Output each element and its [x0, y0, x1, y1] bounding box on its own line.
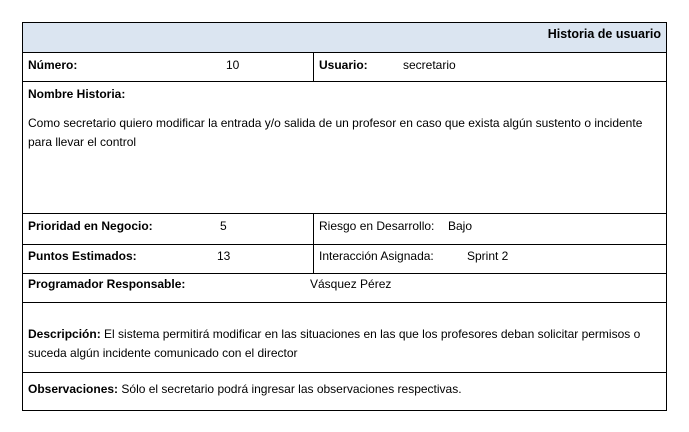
- descripcion-block: [28, 325, 664, 363]
- prioridad-riesgo-row: [23, 214, 666, 245]
- riesgo-value: Bajo: [448, 219, 473, 233]
- numero-usuario-row: [23, 53, 666, 82]
- card-title: Historia de usuario: [547, 27, 661, 41]
- divider: [313, 53, 314, 81]
- observaciones-text: Sólo el secretario podrá ingresar las observaciones respectivas.: [121, 382, 462, 396]
- descripcion-row: [23, 303, 666, 373]
- nombre-historia-text: Como secretario quiero modificar la entrada y/o salida de un profesor en caso que exista algún sustento o incidente para llevar el control: [28, 116, 643, 149]
- puntos-label: Puntos Estimados:: [28, 249, 137, 263]
- numero-value: 10: [226, 58, 240, 72]
- riesgo-label: Riesgo en Desarrollo:: [319, 219, 435, 233]
- observaciones-block: [28, 382, 664, 396]
- prioridad-label: Prioridad en Negocio:: [28, 219, 153, 233]
- divider: [313, 245, 314, 273]
- nombre-historia-label: Nombre Historia:: [28, 87, 126, 101]
- descripcion-text: El sistema permitirá modificar en las situaciones en las que los profesores deban solicitar permisos o suceda algún incidente comunicado con el director: [28, 327, 641, 360]
- prioridad-value: 5: [220, 219, 227, 233]
- programador-row: [23, 274, 666, 303]
- puntos-interaccion-row: [23, 245, 666, 274]
- interaccion-label: Interacción Asignada:: [319, 249, 434, 263]
- nombre-historia-row: [23, 82, 666, 214]
- interaccion-value: Sprint 2: [467, 249, 509, 263]
- numero-label: Número:: [28, 58, 78, 72]
- header-row: [23, 23, 666, 53]
- user-story-card: [22, 22, 667, 411]
- descripcion-label: Descripción:: [28, 327, 101, 341]
- usuario-label: Usuario:: [319, 58, 368, 72]
- observaciones-label: Observaciones:: [28, 382, 119, 396]
- programador-value: Vásquez Pérez: [310, 277, 392, 291]
- puntos-value: 13: [217, 249, 231, 263]
- divider: [313, 214, 314, 244]
- usuario-value: secretario: [403, 58, 456, 72]
- programador-label: Programador Responsable:: [28, 277, 186, 291]
- observaciones-row: [23, 373, 666, 410]
